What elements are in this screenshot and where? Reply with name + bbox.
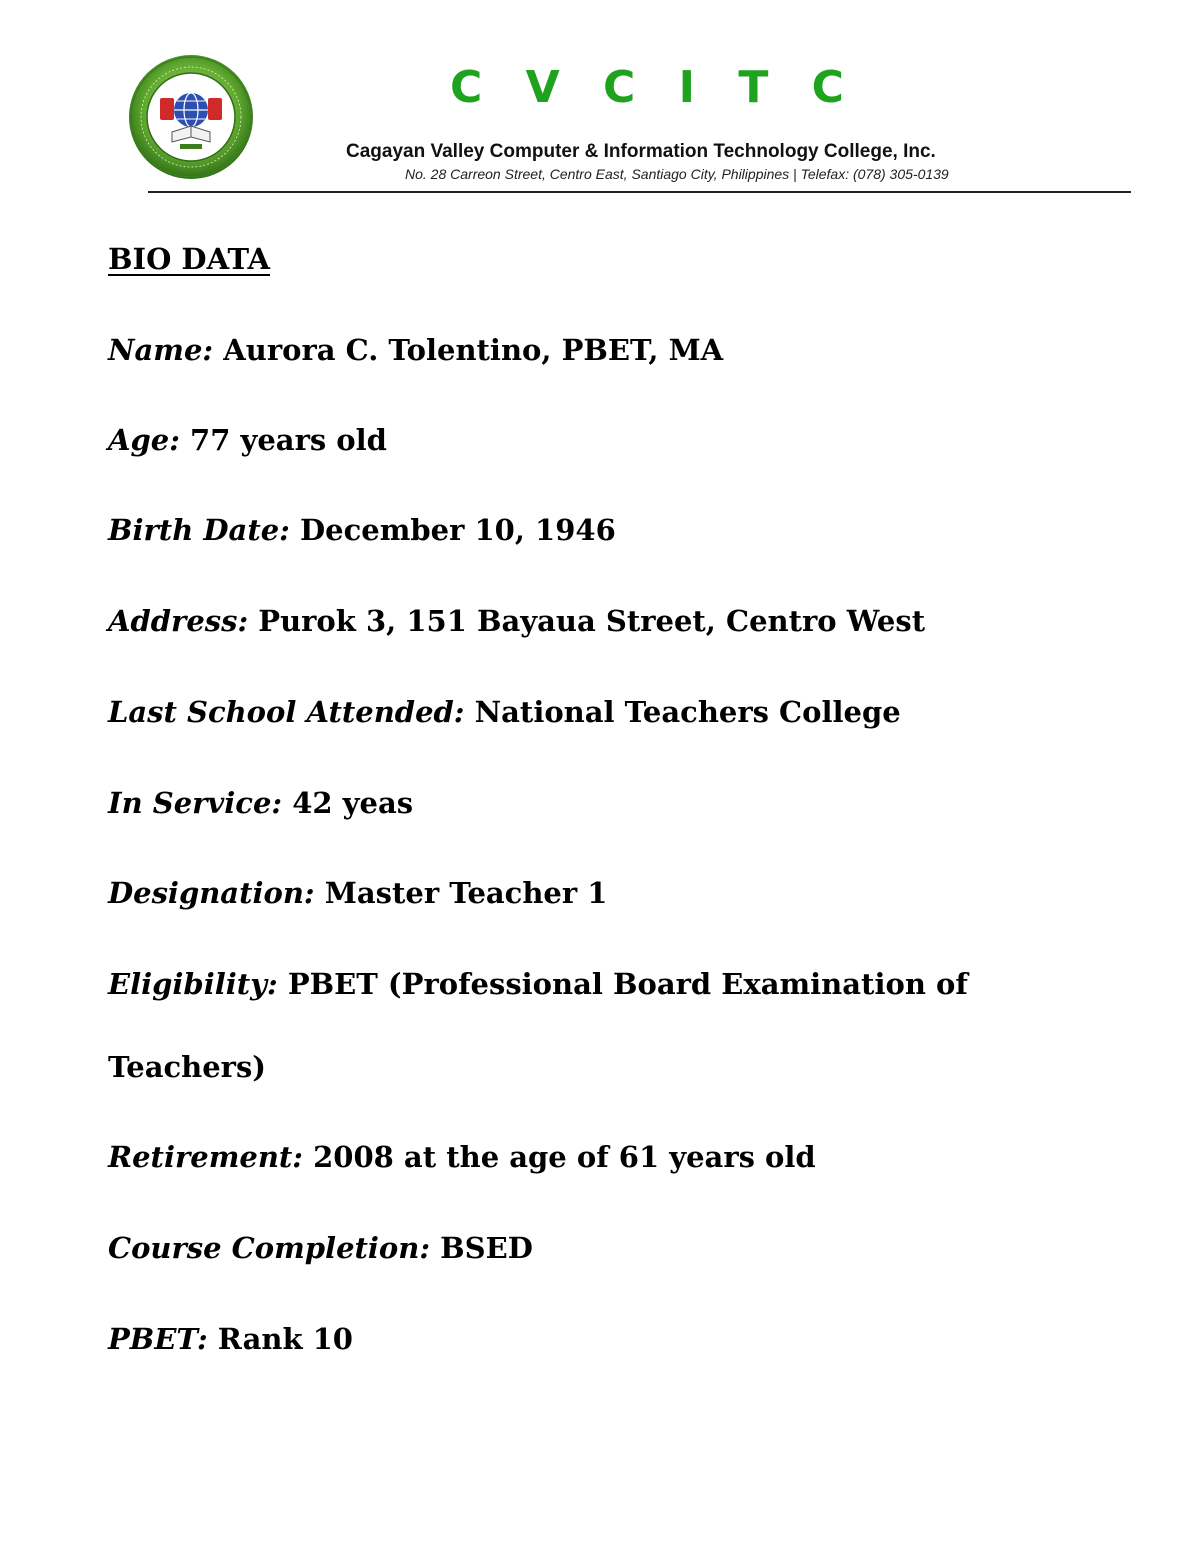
field-value: Rank 10	[217, 1322, 353, 1356]
document-heading: BIO DATA	[108, 242, 270, 276]
field-label: Course Completion:	[108, 1231, 431, 1265]
college-acronym: C V C I T C	[450, 62, 858, 113]
field-address	[108, 604, 925, 638]
field-value: PBET (Professional Board Examination of	[287, 967, 968, 1001]
field-value: December 10, 1946	[299, 513, 616, 547]
field-label: Eligibility:	[108, 967, 278, 1001]
field-name	[108, 333, 723, 367]
field-last-school	[108, 695, 901, 729]
field-birth-date	[108, 513, 616, 547]
field-designation	[108, 876, 607, 910]
field-in-service	[108, 786, 413, 820]
field-label: Name:	[108, 333, 214, 367]
field-pbet	[108, 1322, 353, 1356]
field-label: Designation:	[108, 876, 315, 910]
field-value: National Teachers College	[474, 695, 901, 729]
field-label: Birth Date:	[108, 513, 290, 547]
field-value: Purok 3, 151 Bayaua Street, Centro West	[258, 604, 926, 638]
field-label: Address:	[108, 604, 249, 638]
field-label: Age:	[108, 423, 180, 457]
field-eligibility	[108, 967, 968, 1001]
field-age	[108, 423, 387, 457]
field-eligibility-continuation: Teachers)	[108, 1050, 267, 1084]
field-label: In Service:	[108, 786, 283, 820]
college-name: Cagayan Valley Computer & Information Technology College, Inc.	[346, 141, 936, 162]
field-retirement	[108, 1140, 816, 1174]
field-value: 77 years old	[190, 423, 387, 457]
field-value: 42 yeas	[292, 786, 414, 820]
college-address: No. 28 Carreon Street, Centro East, Santiago City, Philippines | Telefax: (078) 305-0139	[405, 166, 949, 182]
field-value: BSED	[440, 1231, 533, 1265]
field-value: Aurora C. Tolentino, PBET, MA	[223, 333, 724, 367]
header-divider	[148, 191, 1131, 193]
college-seal-logo-icon	[128, 54, 254, 180]
field-label: Last School Attended:	[108, 695, 465, 729]
field-value: Master Teacher 1	[324, 876, 608, 910]
field-label: PBET:	[108, 1322, 208, 1356]
field-course-completion	[108, 1231, 533, 1265]
field-value: 2008 at the age of 61 years old	[313, 1140, 816, 1174]
field-label: Retirement:	[108, 1140, 304, 1174]
